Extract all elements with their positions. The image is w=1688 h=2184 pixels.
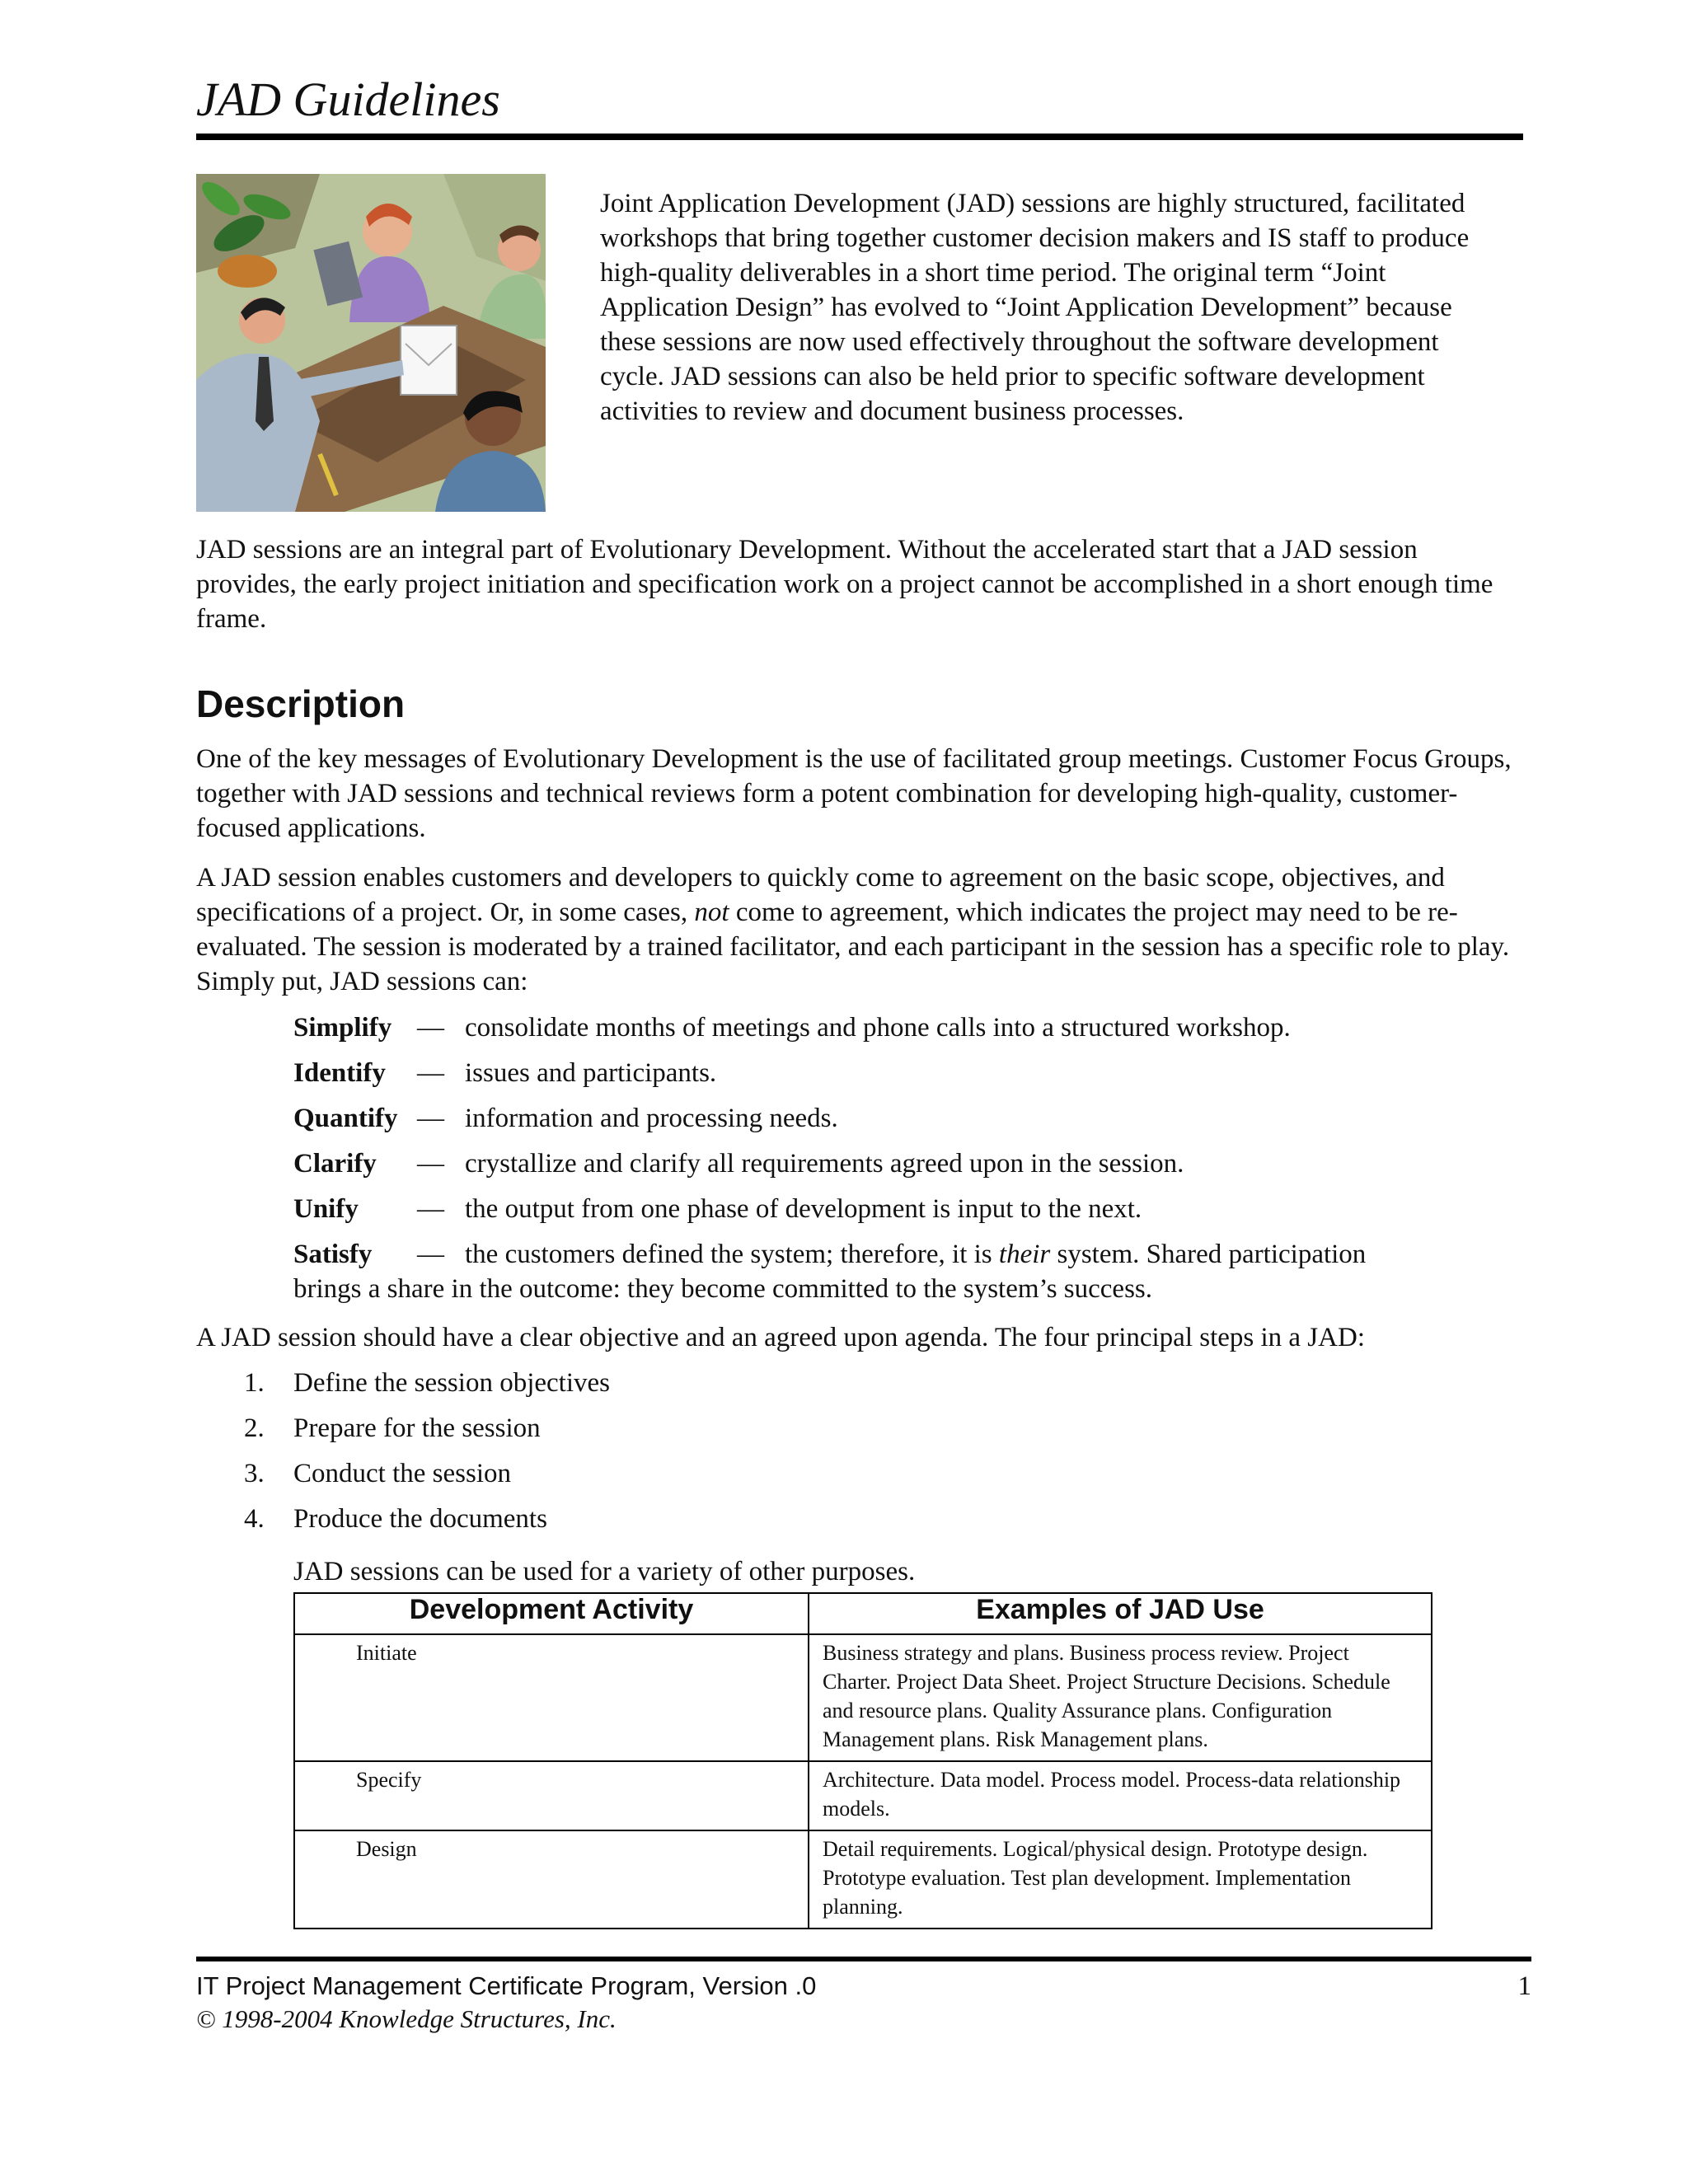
activity-cell: Design <box>294 1830 809 1929</box>
step-number: 2. <box>244 1413 265 1443</box>
step-text: Define the session objectives <box>293 1368 610 1398</box>
agreement-text-start: A JAD session enables customers and developers to quickly come to agreement on the basic scope, objectives, and specifications of a project. Or, in some cases, <box>196 863 1445 927</box>
definition-text: issues and participants. <box>465 1058 717 1088</box>
definition-term: Unify <box>293 1194 359 1224</box>
table-row <box>294 1830 1432 1929</box>
step-text: Prepare for the session <box>293 1413 541 1443</box>
activity-cell: Specify <box>294 1761 809 1830</box>
step-number: 4. <box>244 1504 265 1534</box>
intro-paragraph: Joint Application Development (JAD) sessions are highly structured, facilitated workshops that bring together customer decision makers and IS staff to produce high-quality deliverables in a short time period. The original term “Joint Application Design” has evolved to “Joint Application Development” because these sessions are now used effectively throughout the software development cycle. JAD sessions can also be held prior to specific software development activities to review and document business processes. <box>600 189 1470 426</box>
definition-dash: — <box>417 1194 444 1224</box>
definition-dash: — <box>417 1104 444 1133</box>
footer-rule <box>196 1957 1531 1961</box>
agreement-text-end: come to agreement, which indicates the project may need to be re-evaluated. The session is moderated by a trained facilitator, and each participant in the session has a specific role to play. Simply put, JAD sessions can: <box>196 898 1510 996</box>
page-title: JAD Guidelines <box>196 73 500 126</box>
column-header-activity: Development Activity <box>294 1593 809 1634</box>
definition-text: the output from one phase of development is input to the next. <box>465 1194 1142 1224</box>
definition-term: Identify <box>293 1058 386 1088</box>
section-heading-description: Description <box>196 682 406 725</box>
meeting-clipart <box>196 174 546 512</box>
step-text: Conduct the session <box>293 1459 511 1488</box>
satisfy-text-end: system. Shared participation <box>1050 1240 1367 1269</box>
examples-cell: Architecture. Data model. Process model. Process-data relationship models. <box>809 1761 1432 1830</box>
title-rule <box>196 134 1523 140</box>
definition-dash: — <box>417 1013 444 1043</box>
definition-term: Satisfy <box>293 1240 373 1269</box>
step-number: 3. <box>244 1459 265 1488</box>
definition-text: crystallize and clarify all requirements agreed upon in the session. <box>465 1149 1184 1179</box>
table-row <box>294 1634 1432 1761</box>
footer-program: IT Project Management Certificate Program, Version .0 <box>196 1971 817 2000</box>
definition-dash: — <box>417 1149 444 1179</box>
description-paragraph: One of the key messages of Evolutionary Development is the use of facilitated group meetings. Customer Focus Groups, together with JAD sessions and technical reviews form a potent combination for developing high-quality, customer-focused applications. <box>196 744 1512 843</box>
step-text: Produce the documents <box>293 1504 547 1534</box>
definition-term: Simplify <box>293 1013 392 1043</box>
examples-cell: Detail requirements. Logical/physical design. Prototype design. Prototype evaluation. Test plan development. Implementation planning. <box>809 1830 1432 1929</box>
footer-copyright: © 1998-2004 Knowledge Structures, Inc. <box>196 2004 617 2033</box>
definition-text: consolidate months of meetings and phone calls into a structured workshop. <box>465 1013 1291 1043</box>
satisfy-text-start: the customers defined the system; therefore, it is <box>465 1240 999 1269</box>
examples-cell: Business strategy and plans. Business process review. Project Charter. Project Data Sheet. Project Structure Decisions. Schedule and resource plans. Quality Assurance plans. Configuration Management plans. Risk Management plans. <box>809 1634 1432 1761</box>
steps-intro: A JAD session should have a clear objective and an agreed upon agenda. The four principal steps in a JAD: <box>196 1323 1365 1352</box>
agreement-emphasis: not <box>694 898 729 927</box>
agreement-paragraph <box>196 860 1523 999</box>
table-header-row <box>294 1593 1432 1634</box>
definition-text: information and processing needs. <box>465 1104 838 1133</box>
satisfy-emphasis: their <box>998 1240 1051 1269</box>
evolutionary-paragraph: JAD sessions are an integral part of Evolutionary Development. Without the accelerated start that a JAD session provides, the early project initiation and specification work on a project cannot be accomplished in a short enough time frame. <box>196 535 1493 634</box>
jad-use-table <box>293 1592 1432 1929</box>
table-row <box>294 1761 1432 1830</box>
definition-term: Quantify <box>293 1104 398 1133</box>
definition-dash: — <box>417 1058 444 1088</box>
step-number: 1. <box>244 1368 265 1398</box>
definition-term: Clarify <box>293 1149 377 1179</box>
meeting-illustration-icon <box>196 174 546 512</box>
definition-continuation: brings a share in the outcome: they become committed to the system’s success. <box>293 1274 1152 1304</box>
definition-text <box>465 1237 1366 1272</box>
table-caption: JAD sessions can be used for a variety of other purposes. <box>293 1557 916 1586</box>
activity-cell: Initiate <box>294 1634 809 1761</box>
column-header-examples: Examples of JAD Use <box>809 1593 1432 1634</box>
definition-dash: — <box>417 1240 444 1269</box>
page-number: 1 <box>1517 1971 1531 2001</box>
